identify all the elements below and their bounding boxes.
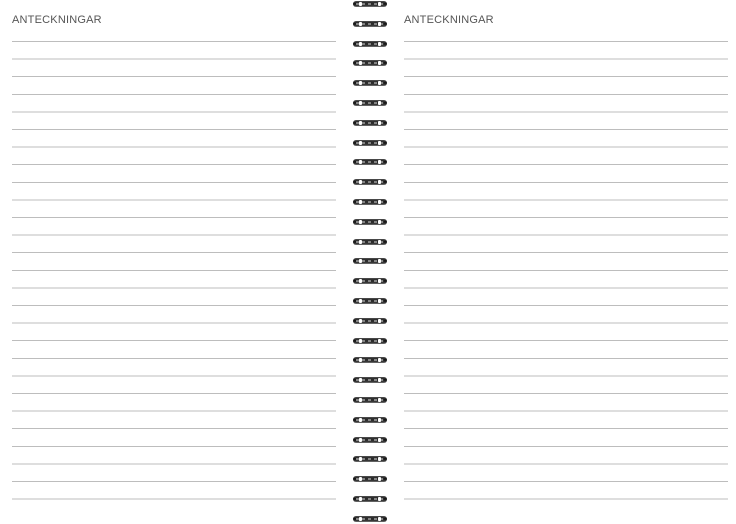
spiral-coil — [353, 239, 387, 247]
spiral-coil — [353, 397, 387, 405]
spiral-coil — [353, 120, 387, 128]
spiral-coil — [353, 258, 387, 266]
spiral-coil — [353, 100, 387, 108]
spiral-coil — [353, 338, 387, 346]
page-title: ANTECKNINGAR — [12, 14, 102, 26]
spiral-coil — [353, 219, 387, 227]
ruled-lines — [12, 41, 336, 511]
spiral-coil — [353, 60, 387, 68]
spiral-coil — [353, 357, 387, 365]
spiral-coil — [353, 199, 387, 207]
spiral-coil — [353, 140, 387, 148]
notes-page-left — [0, 0, 352, 522]
spiral-coil — [353, 179, 387, 187]
spiral-coil — [353, 41, 387, 49]
spiral-binding — [352, 0, 388, 522]
spiral-coil — [353, 456, 387, 464]
spiral-coil — [353, 476, 387, 484]
spiral-coil — [353, 318, 387, 326]
spiral-coil — [353, 21, 387, 29]
spiral-coil — [353, 437, 387, 445]
notes-page-right — [388, 0, 736, 522]
spiral-coil — [353, 298, 387, 306]
ruled-lines — [404, 41, 728, 511]
spiral-coil — [353, 159, 387, 167]
spiral-coil — [353, 1, 387, 9]
spiral-coil — [353, 278, 387, 286]
page-title: ANTECKNINGAR — [404, 14, 494, 26]
spiral-coil — [353, 377, 387, 385]
spiral-coil — [353, 80, 387, 88]
spiral-coil — [353, 496, 387, 504]
spiral-coil — [353, 417, 387, 425]
spiral-coil — [353, 516, 387, 524]
